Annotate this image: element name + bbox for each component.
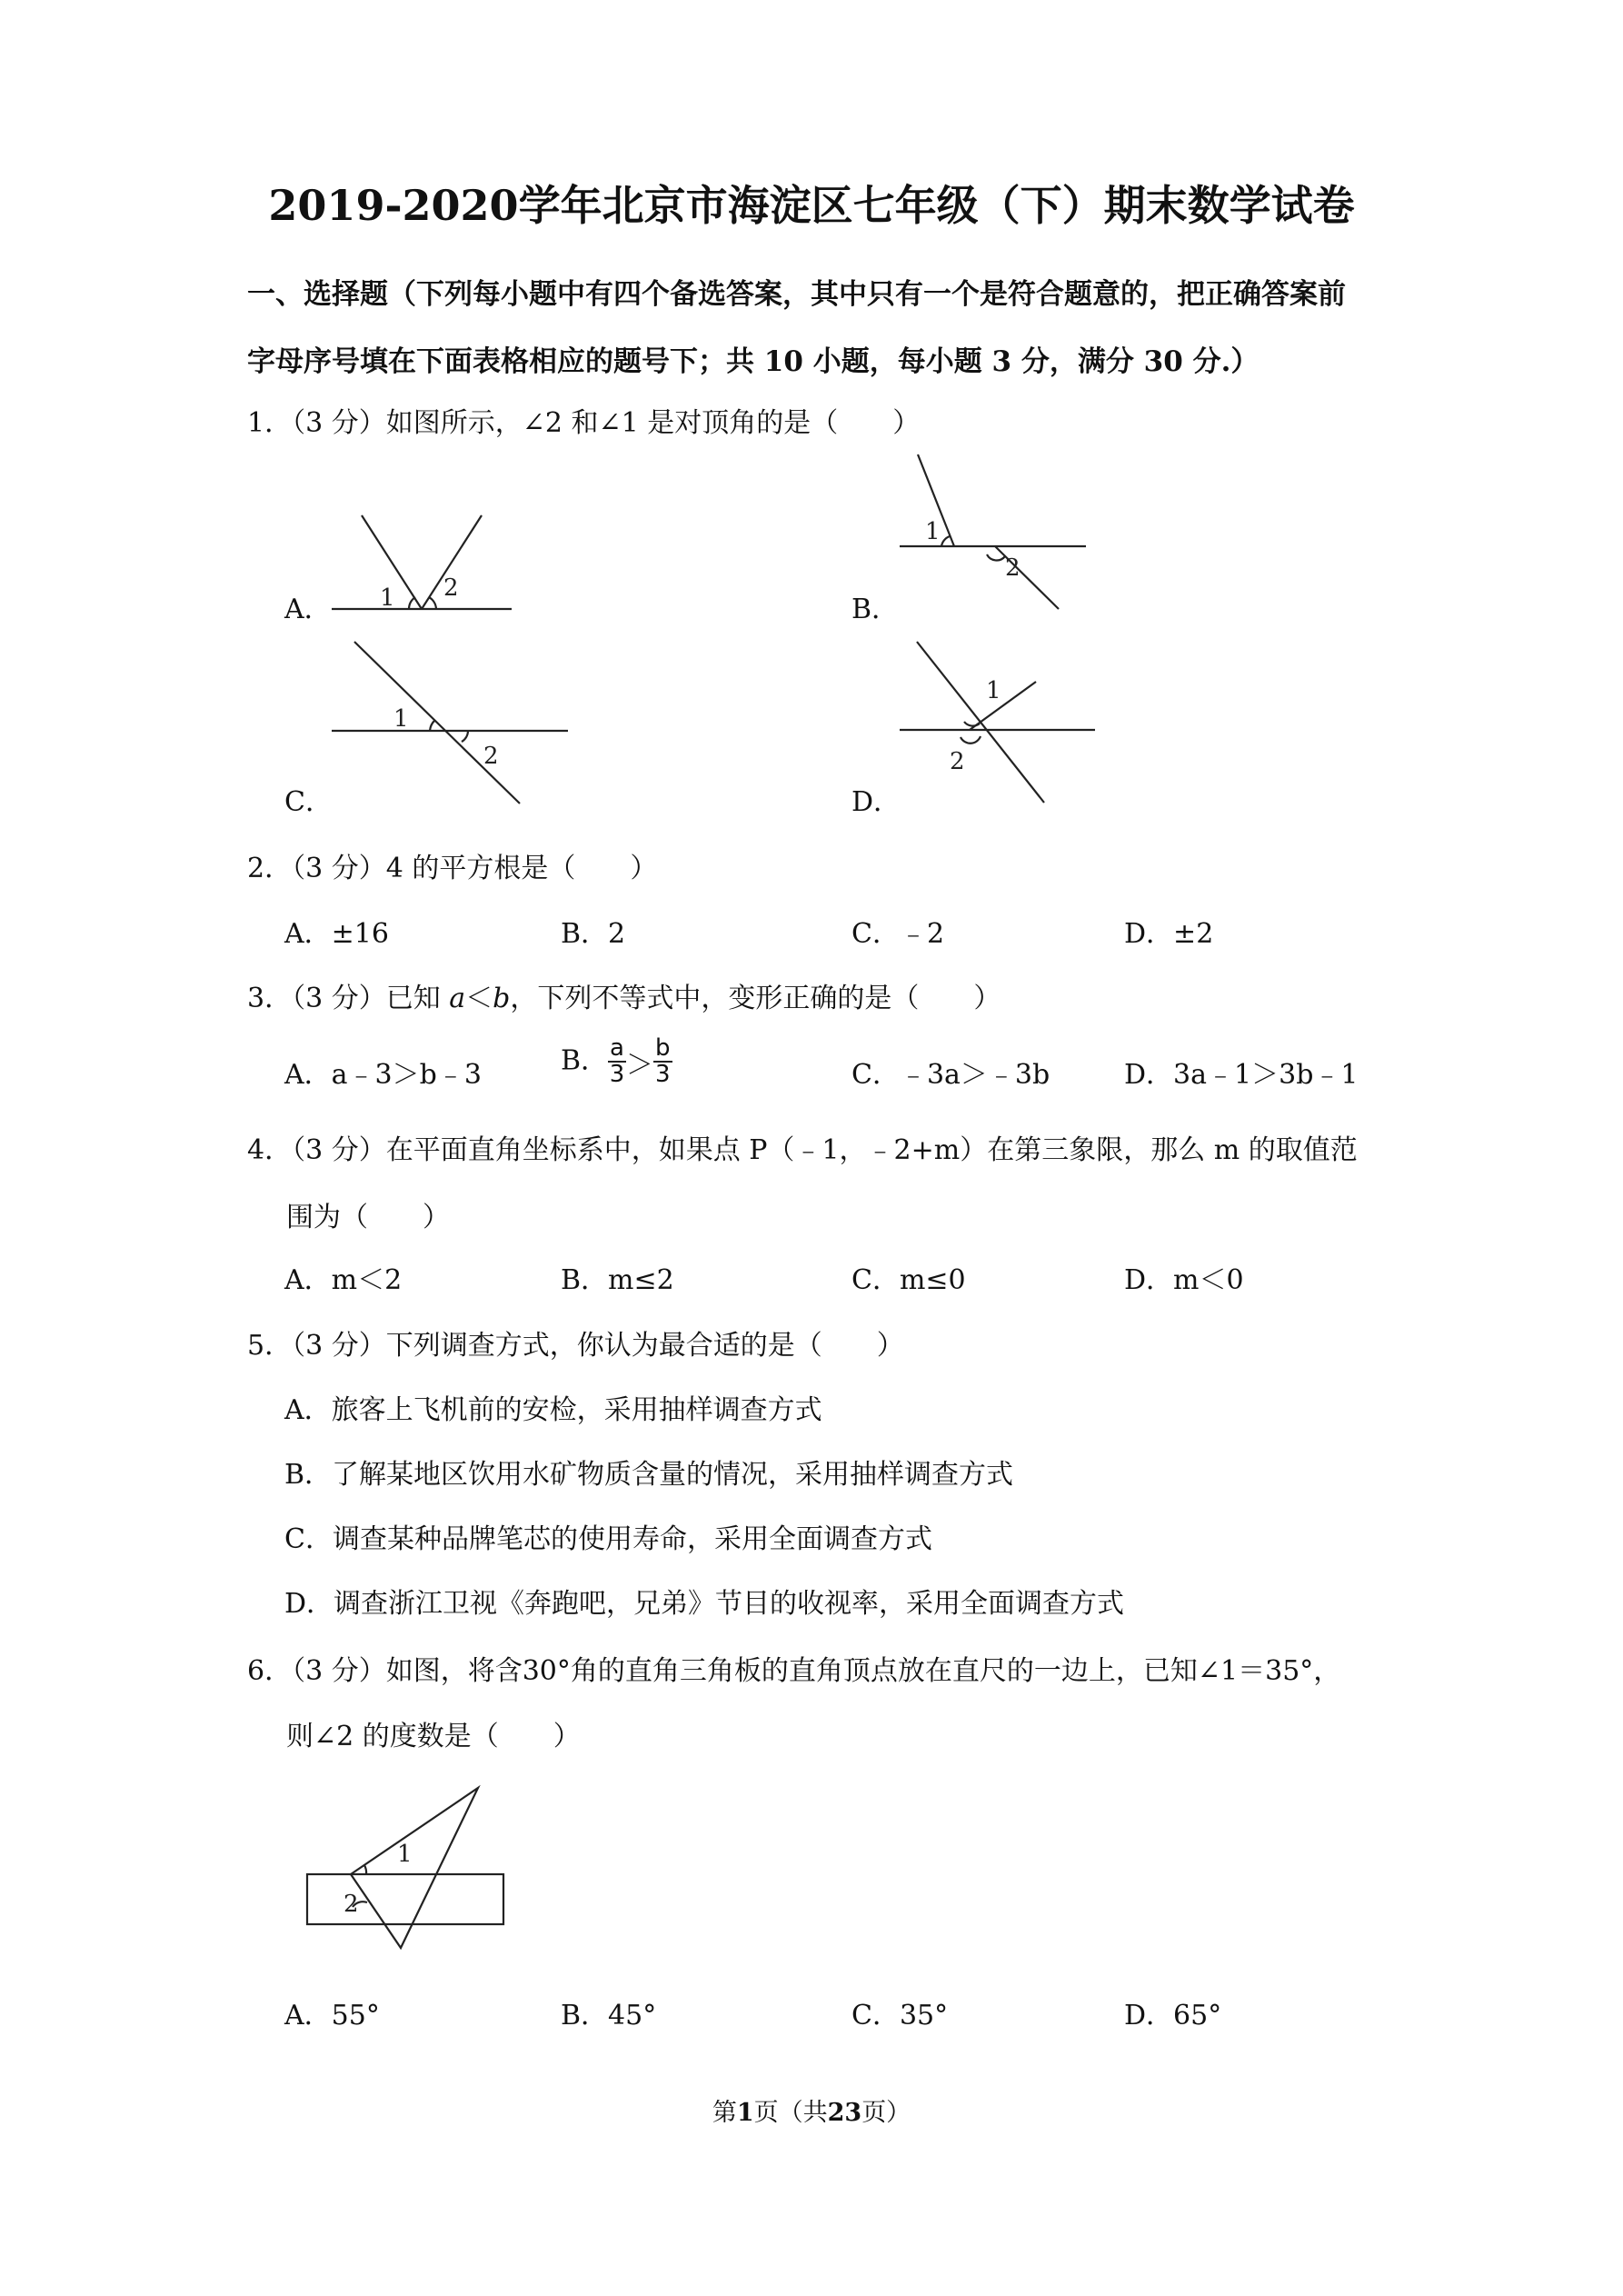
q3-option-d: D．3a﹣1＞3b﹣1 — [1124, 1059, 1359, 1091]
q6-ruler-triangle-figure — [300, 1777, 518, 1950]
q1-figure-d — [895, 636, 1104, 809]
q1-option-a-label: A． — [284, 594, 332, 625]
q1-c-angle-2-label: 2 — [483, 743, 499, 770]
q6-angle-1-label: 1 — [397, 1841, 413, 1868]
total-page-count: 23 — [827, 2099, 862, 2127]
q1-d-angle-2-label: 2 — [950, 748, 965, 775]
q5-option-d: D．调查浙江卫视《奔跑吧，兄弟》节目的收视率，采用全面调查方式 — [284, 1588, 1125, 1620]
q1-a-angle-1-label: 1 — [380, 584, 395, 612]
question-6-stem-line2: 则∠2 的度数是（ ） — [286, 1721, 581, 1752]
q2-option-d: D．±2 — [1124, 918, 1214, 950]
q1-b-angle-2-label: 2 — [1005, 554, 1021, 582]
q4-option-c: C．m≤0 — [851, 1264, 966, 1296]
q2-option-b: B．2 — [561, 918, 626, 950]
page-title: 2019-2020学年北京市海淀区七年级（下）期末数学试卷 — [268, 181, 1355, 230]
q1-c-angle-1-label: 1 — [393, 705, 409, 733]
q4-option-d: D．m＜0 — [1124, 1264, 1244, 1296]
question-2-stem: 2．（3 分）4 的平方根是（ ） — [247, 853, 658, 884]
q1-figure-c — [327, 636, 573, 809]
section-heading-line1: 一、选择题（下列每小题中有四个备选答案，其中只有一个是符合题意的，把正确答案前 — [247, 278, 1346, 311]
question-4-stem-line2: 围为（ ） — [286, 1202, 450, 1233]
question-4-stem-line1: 4．（3 分）在平面直角坐标系中，如果点 P（﹣1，﹣2+m）在第三象限，那么 m 的取值范 — [247, 1134, 1358, 1166]
q3-option-c: C．﹣3a＞﹣3b — [851, 1059, 1050, 1091]
q4-option-a: A．m＜2 — [284, 1264, 403, 1296]
question-5-stem: 5．（3 分）下列调查方式，你认为最合适的是（ ） — [247, 1330, 904, 1362]
q1-figure-b — [895, 450, 1095, 614]
q1-option-c-label: C． — [284, 786, 333, 818]
q1-figure-a — [327, 509, 527, 618]
page-footer: 第1页（共23页） — [712, 2099, 911, 2127]
q6-option-d: D．65° — [1124, 2000, 1222, 2031]
q2-option-c: C．﹣2 — [851, 918, 945, 950]
question-1-stem: 1．（3 分）如图所示，∠2 和∠1 是对顶角的是（ ） — [247, 407, 921, 439]
q1-d-angle-1-label: 1 — [986, 677, 1001, 704]
question-6-stem-line1: 6．（3 分）如图，将含30°角的直角三角板的直角顶点放在直尺的一边上，已知∠1＝35°， — [247, 1655, 1341, 1687]
q1-option-b-label: B． — [851, 594, 900, 625]
question-3-stem: 3．（3 分）已知 a＜b，下列不等式中，变形正确的是（ ） — [247, 983, 1001, 1014]
q3-fraction-b-over-3: $\frac{b}{3}$ — [654, 1034, 671, 1089]
current-page-number: 1 — [736, 2099, 754, 2127]
q6-option-a: A．55° — [284, 2000, 380, 2031]
q1-option-d-label: D． — [851, 786, 901, 818]
q3-option-b: B． $\frac{a}{3}$ ＞ $\frac{b}{3}$ — [561, 1034, 671, 1089]
q3-option-a: A．a﹣3＞b﹣3 — [284, 1059, 482, 1091]
q3-fraction-a-over-3: $\frac{a}{3}$ — [609, 1034, 625, 1089]
section-heading-line2: 字母序号填在下面表格相应的题号下；共 10 小题，每小题 3 分，满分 30 分.） — [247, 345, 1260, 378]
q2-option-a: A．±16 — [284, 918, 389, 950]
q1-a-angle-2-label: 2 — [443, 574, 459, 602]
q6-option-b: B．45° — [561, 2000, 657, 2031]
q1-b-angle-1-label: 1 — [925, 518, 941, 545]
q5-option-a: A．旅客上飞机前的安检，采用抽样调查方式 — [284, 1394, 822, 1426]
q4-option-b: B．m≤2 — [561, 1264, 674, 1296]
q5-option-c: C．调查某种品牌笔芯的使用寿命，采用全面调查方式 — [284, 1523, 932, 1555]
q6-angle-2-label: 2 — [344, 1891, 359, 1918]
q5-option-b: B．了解某地区饮用水矿物质含量的情况，采用抽样调查方式 — [284, 1459, 1014, 1491]
q6-option-c: C．35° — [851, 2000, 949, 2031]
